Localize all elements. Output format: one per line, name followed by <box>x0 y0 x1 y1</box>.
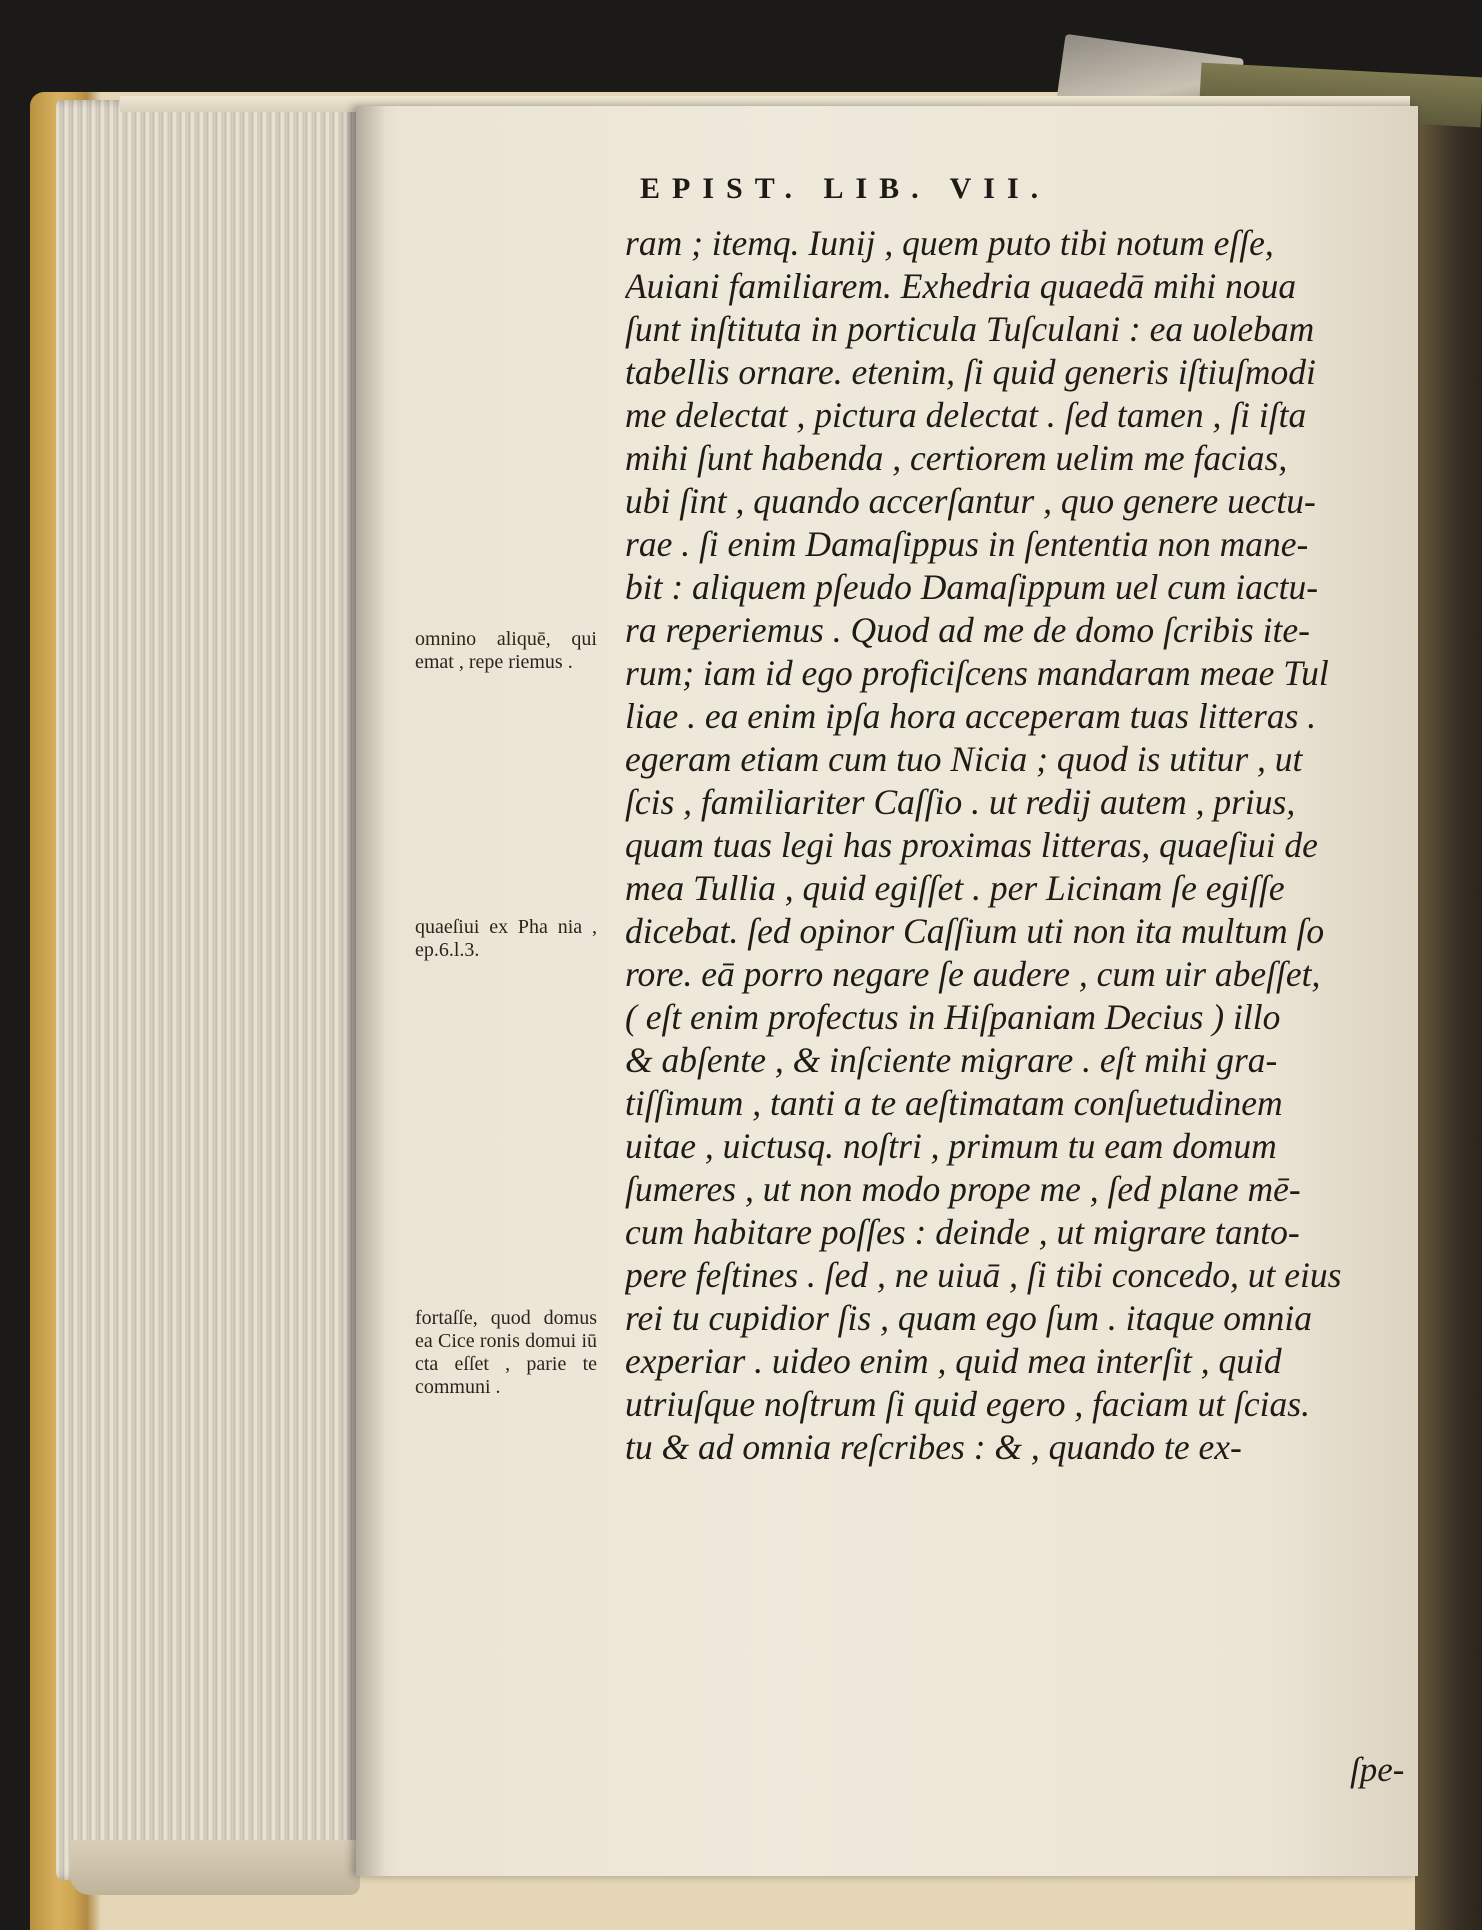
text-line: ram ; itemq. Iunij , quem puto tibi notum eſſe, <box>625 223 1274 263</box>
text-line: experiar . uideo enim , quid mea interſit , quid <box>625 1341 1282 1381</box>
text-line: & abſente , & inſciente migrare . eſt mihi gra- <box>625 1040 1278 1080</box>
margin-note: omnino aliquē, qui emat , repe riemus . <box>415 628 597 673</box>
text-line: ( eſt enim profectus in Hiſpaniam Decius ) illo <box>625 997 1281 1037</box>
page-stack-edges <box>56 100 356 1880</box>
text-line: egeram etiam cum tuo Nicia ; quod is utitur , ut <box>625 739 1303 779</box>
text-line: bit : aliquem pſeudo Damaſippum uel cum iactu- <box>625 567 1319 607</box>
gutter-shadow <box>356 106 386 1876</box>
text-line: tiſſimum , tanti a te aeſtimatam conſuetudinem <box>625 1083 1283 1123</box>
text-line: uitae , uictusq. noſtri , primum tu eam domum <box>625 1126 1277 1166</box>
text-line: tabellis ornare. etenim, ſi quid generis iſtiuſmodi <box>625 352 1316 392</box>
text-line: mihi ſunt habenda , certiorem uelim me facias, <box>625 438 1288 478</box>
text-line: Auiani familiarem. Exhedria quaedā mihi noua <box>625 266 1297 306</box>
main-text-block <box>625 222 1415 1842</box>
text-line: ſcis , familiariter Caſſio . ut redij autem , prius, <box>625 782 1296 822</box>
text-line: liae . ea enim ipſa hora acceperam tuas litteras . <box>625 696 1317 736</box>
text-line: rum; iam id ego proficiſcens mandaram meae Tul <box>625 653 1329 693</box>
text-line: pere feſtines . ſed , ne uiuā , ſi tibi concedo, ut eius <box>625 1255 1342 1295</box>
text-line: rei tu cupidior ſis , quam ego ſum . itaque omnia <box>625 1298 1312 1338</box>
text-line: ſunt inſtituta in porticula Tuſculani : ea uolebam <box>625 309 1315 349</box>
text-line: utriuſque noſtrum ſi quid egero , faciam ut ſcias. <box>625 1384 1310 1424</box>
text-line: ſumeres , ut non modo prope me , ſed plane mē- <box>625 1169 1301 1209</box>
page-stack-bottom <box>70 1840 360 1895</box>
facing-page-edge <box>1415 100 1482 1930</box>
text-line: mea Tullia , quid egiſſet . per Licinam ſe egiſſe <box>625 868 1285 908</box>
text-line: ubi ſint , quando accerſantur , quo genere uectu- <box>625 481 1316 521</box>
running-header: EPIST. LIB. VII. <box>640 172 1051 205</box>
text-line: tu & ad omnia reſcribes : & , quando te ex- <box>625 1427 1242 1467</box>
text-line: quam tuas legi has proximas litteras, quaeſiui de <box>625 825 1318 865</box>
margin-note: quaeſiui ex Pha nia , ep.6.l.3. <box>415 916 597 961</box>
text-line: me delectat , pictura delectat . ſed tamen , ſi iſta <box>625 395 1307 435</box>
catchword: ſpe- <box>1350 1750 1405 1789</box>
text-line: rae . ſi enim Damaſippus in ſententia non mane- <box>625 524 1309 564</box>
text-line: rore. eā porro negare ſe audere , cum uir abeſſet, <box>625 954 1321 994</box>
text-line: cum habitare poſſes : deinde , ut migrare tanto- <box>625 1212 1300 1252</box>
text-line: ra reperiemus . Quod ad me de domo ſcribis ite- <box>625 610 1310 650</box>
text-line: dicebat. ſed opinor Caſſium uti non ita multum ſo <box>625 911 1325 951</box>
margin-note: fortaſſe, quod domus ea Cice ronis domui iū cta eſſet , parie te communi . <box>415 1307 597 1398</box>
